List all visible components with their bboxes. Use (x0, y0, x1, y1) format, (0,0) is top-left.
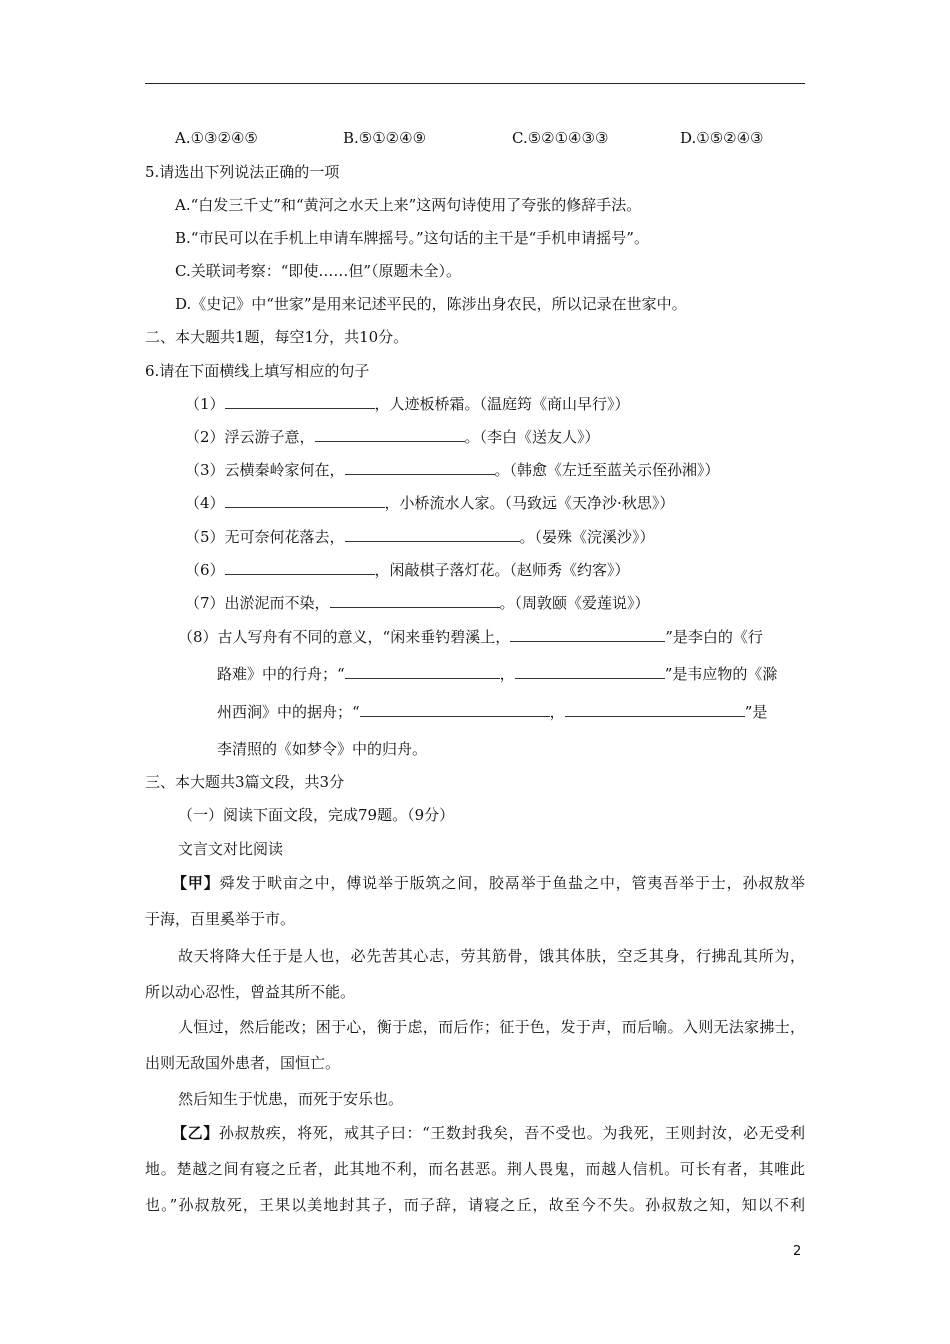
part-1-instruction: （一）阅读下面文段，完成79题。（9分） (178, 806, 455, 824)
yi-paragraph-line-3: 也。”孙叔敖死，王果以美地封其子，而子辞，请寝之丘，故至今不失。孙叔敖之知，知以不利 (145, 1196, 805, 1214)
q6-item-6-suffix: ，闲敲棋子落灯花。（赵师秀《约客》） (374, 561, 630, 579)
q5-option-d: D.《史记》中“世家”是用来记述平民的，陈涉出身农民，所以记录在世家中。 (175, 295, 687, 313)
answer-blank[interactable] (515, 664, 665, 679)
q6-item-7-prefix: （7）出淤泥而不染， (185, 594, 330, 612)
section-2-heading: 二、本大题共1题，每空1分，共10分。 (145, 328, 409, 346)
q6-item-8-text-f: ”是 (744, 703, 768, 721)
yi-paragraph-line-1 (172, 1123, 805, 1143)
jia-marker: 【甲】 (172, 874, 220, 892)
q6-item-8-line-1 (178, 627, 763, 647)
q4-option-b: B.⑤①②④⑨ (343, 129, 427, 147)
q6-item-8-line-2 (217, 664, 777, 684)
q6-item-8-text-a: （8）古人写舟有不同的意义，“闲来垂钓碧溪上， (178, 628, 511, 646)
jia-paragraph-1-line-2: 于海，百里奚举于市。 (145, 910, 296, 928)
q6-item-8-comma-2: ， (549, 703, 565, 721)
jia-paragraph-2-line-2: 所以动心忍性，曾益其所不能。 (145, 983, 356, 1001)
jia-paragraph-1-line-1 (172, 873, 805, 893)
reading-subtitle: 文言文对比阅读 (178, 840, 284, 858)
answer-blank[interactable] (510, 627, 665, 642)
q6-item-1-suffix: ，人迹板桥霜。（温庭筠《商山早行》） (374, 395, 630, 413)
q6-item-2 (185, 427, 600, 447)
answer-blank[interactable] (225, 394, 375, 409)
page-number: 2 (793, 1244, 802, 1259)
q4-option-c: C.⑤②①④③③ (512, 129, 609, 147)
q6-item-8-line-4: 李清照的《如梦令》中的归舟。 (217, 740, 428, 758)
answer-blank[interactable] (330, 593, 500, 608)
q6-stem: 6.请在下面横线上填写相应的句子 (145, 362, 370, 380)
jia-paragraph-3-line-2: 出则无敌国外患者，国恒亡。 (145, 1054, 341, 1072)
q6-item-5-prefix: （5）无可奈何花落去， (185, 528, 345, 546)
q6-item-4 (185, 493, 674, 513)
answer-blank[interactable] (315, 427, 465, 442)
yi-marker: 【乙】 (172, 1124, 219, 1142)
answer-blank[interactable] (225, 560, 375, 575)
q4-option-a: A.①③②④⑤ (175, 129, 258, 147)
q6-item-3 (185, 460, 720, 480)
q6-item-8-text-b: ”是李白的《行 (665, 628, 763, 646)
q6-item-3-prefix: （3）云横秦岭家何在， (185, 461, 345, 479)
yi-paragraph-line-2: 地。楚越之间有寝之丘者，此其地不利，而名甚恶。荆人畏鬼，而越人信机。可长有者，其唯此 (145, 1160, 805, 1178)
q6-item-7-suffix: 。（周敦颐《爱莲说》） (499, 594, 650, 612)
q6-item-5 (185, 527, 655, 547)
jia-p1-text-1: 舜发于畎亩之中，傅说举于版筑之间，胶鬲举于鱼盐之中，管夷吾举于士，孙叔敖举 (219, 874, 805, 892)
answer-blank[interactable] (565, 702, 745, 717)
answer-blank[interactable] (225, 493, 385, 508)
answer-blank[interactable] (345, 460, 495, 475)
q6-item-8-text-e: 州西涧》中的据舟；“ (217, 703, 360, 721)
jia-paragraph-3-line-1: 人恒过，然后能改；困于心，衡于虑，而后作；征于色，发于声，而后喻。入则无法家拂士， (178, 1018, 805, 1036)
answer-blank[interactable] (345, 527, 520, 542)
q6-item-4-prefix: （4） (185, 494, 225, 512)
q6-item-6-prefix: （6） (185, 561, 225, 579)
section-3-heading: 三、本大题共3篇文段，共3分 (145, 773, 345, 791)
q6-item-6 (185, 560, 630, 580)
q6-item-8-line-3 (217, 702, 767, 722)
q4-option-d: D.①⑤②④③ (680, 129, 764, 147)
q6-item-5-suffix: 。（晏殊《浣溪沙》） (519, 528, 655, 546)
q5-option-b: B.“市民可以在手机上申请车牌摇号。”这句话的主干是“手机申请摇号”。 (175, 229, 649, 247)
q6-item-1 (185, 394, 630, 414)
answer-blank[interactable] (345, 664, 500, 679)
q6-item-1-prefix: （1） (185, 395, 225, 413)
q5-option-c: C.关联词考察：“即使……但”（原题未全）。 (175, 262, 462, 280)
q6-item-2-suffix: 。（李白《送友人》） (464, 428, 600, 446)
header-rule (145, 83, 805, 84)
q5-option-a: A.“白发三千丈”和“黄河之水天上来”这两句诗使用了夸张的修辞手法。 (175, 196, 642, 214)
q6-item-8-text-c: 路难》中的行舟；“ (217, 665, 345, 683)
q6-item-8-comma-1: ， (499, 665, 515, 683)
q6-item-8-text-d: ”是韦应物的《滁 (664, 665, 778, 683)
answer-blank[interactable] (360, 702, 550, 717)
q6-item-2-prefix: （2）浮云游子意， (185, 428, 315, 446)
jia-paragraph-4: 然后知生于忧患，而死于安乐也。 (178, 1090, 404, 1108)
q6-item-7 (185, 593, 650, 613)
jia-paragraph-2-line-1: 故天将降大任于是人也，必先苦其心志，劳其筋骨，饿其体肤，空乏其身，行拂乱其所为， (178, 947, 805, 965)
q5-stem: 5.请选出下列说法正确的一项 (145, 163, 340, 181)
yi-text-1: 孙叔敖疾，将死，戒其子曰：“王数封我矣，吾不受也。为我死，王则封汝，必无受利 (218, 1124, 805, 1142)
q6-item-4-suffix: ，小桥流水人家。（马致远《天净沙·秋思》） (384, 494, 675, 512)
q6-item-3-suffix: 。（韩愈《左迁至蓝关示侄孙湘》） (494, 461, 720, 479)
